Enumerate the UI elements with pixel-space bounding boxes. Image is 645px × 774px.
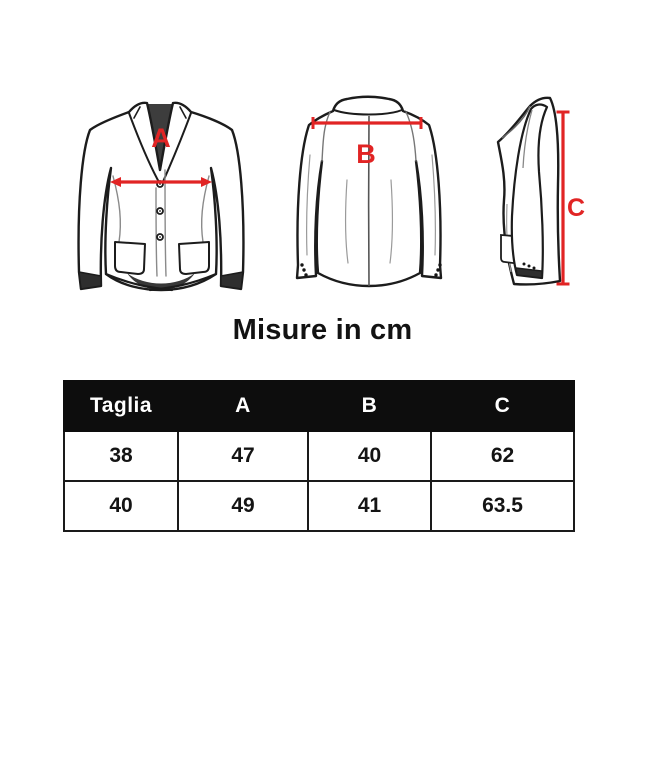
size-cell: 62: [431, 431, 574, 481]
size-chart-title: Misure in cm: [232, 314, 413, 346]
jacket-back-diagram: [285, 95, 457, 290]
jacket-side-diagram: [470, 84, 590, 296]
jacket-front-pocket-left: [115, 242, 145, 274]
size-cell: 49: [178, 481, 308, 531]
size-cell: 63.5: [431, 481, 574, 531]
column-header-taglia: Taglia: [64, 381, 178, 431]
measure-label-a: A: [151, 123, 171, 153]
size-cell: 40: [308, 431, 431, 481]
size-cell: 41: [308, 481, 431, 531]
measure-label-b: B: [356, 139, 376, 169]
jacket-front-diagram: [77, 92, 247, 292]
size-table-row: [64, 481, 574, 531]
column-header-a: A: [178, 381, 308, 431]
size-cell: 47: [178, 431, 308, 481]
measure-label-c: C: [566, 194, 586, 222]
size-table: [63, 380, 575, 532]
column-header-c: C: [431, 381, 574, 431]
size-cell: 40: [64, 481, 178, 531]
jacket-front-pocket-right: [179, 242, 209, 274]
size-table-header-row: [64, 381, 574, 431]
column-header-b: B: [308, 381, 431, 431]
size-table-row: [64, 431, 574, 481]
size-cell: 38: [64, 431, 178, 481]
